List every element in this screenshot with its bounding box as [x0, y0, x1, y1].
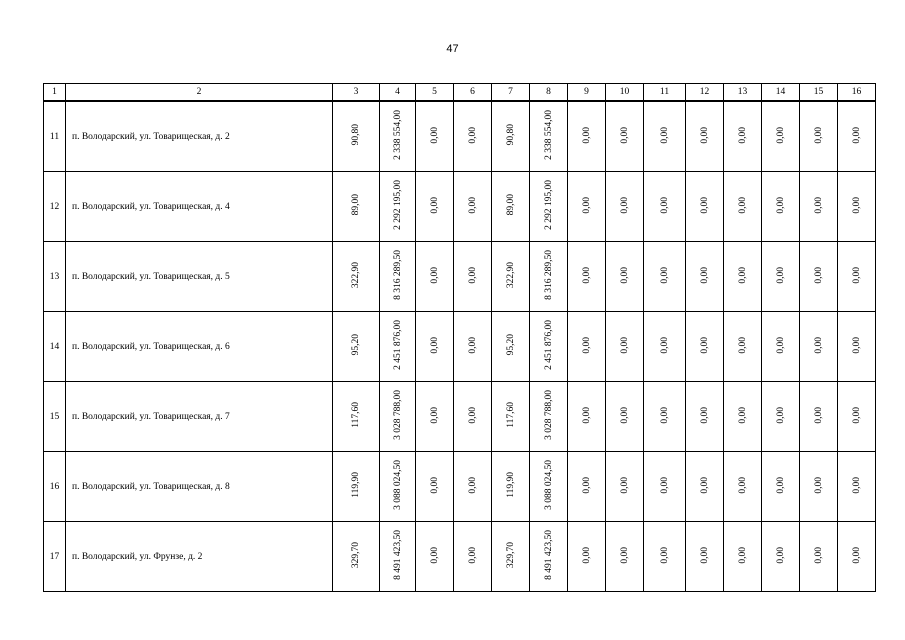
cell-value: 0,00 [619, 336, 630, 354]
column-header: 9 [568, 84, 606, 102]
value-cell [530, 101, 568, 172]
column-header: 10 [606, 84, 644, 102]
cell-value: 0,00 [813, 476, 824, 494]
column-header: 5 [416, 84, 454, 102]
column-header: 12 [686, 84, 724, 102]
cell-value: 0,00 [429, 196, 440, 214]
value-cell [606, 312, 644, 382]
value-cell [568, 522, 606, 592]
cell-value: 0,00 [813, 126, 824, 144]
cell-value: 0,00 [467, 336, 478, 354]
value-cell [762, 242, 800, 312]
row-number-cell: 14 [44, 312, 66, 382]
cell-value: 0,00 [581, 266, 592, 284]
cell-value: 0,00 [737, 476, 748, 494]
cell-value: 0,00 [699, 336, 710, 354]
value-cell [762, 101, 800, 172]
cell-value: 0,00 [619, 406, 630, 424]
cell-value: 0,00 [467, 476, 478, 494]
value-cell [838, 242, 876, 312]
cell-value: 2 292 195,00 [392, 180, 403, 230]
value-cell [416, 101, 454, 172]
value-cell [800, 382, 838, 452]
value-cell [416, 172, 454, 242]
value-cell [838, 522, 876, 592]
cell-value: 0,00 [775, 476, 786, 494]
value-cell [454, 452, 492, 522]
column-header: 4 [380, 84, 416, 102]
value-cell [492, 101, 530, 172]
cell-value: 117,60 [505, 402, 516, 428]
cell-value: 0,00 [619, 126, 630, 144]
cell-value: 90,80 [351, 124, 361, 146]
cell-value: 0,00 [581, 126, 592, 144]
cell-value: 0,00 [699, 126, 710, 144]
cell-value: 0,00 [699, 546, 710, 564]
value-cell [724, 101, 762, 172]
cell-value: 0,00 [619, 266, 630, 284]
cell-value: 119,90 [351, 472, 361, 498]
cell-value: 0,00 [737, 546, 748, 564]
value-cell [644, 172, 686, 242]
cell-value: 0,00 [659, 266, 670, 284]
cell-value: 0,00 [775, 126, 786, 144]
cell-value: 89,00 [505, 194, 516, 216]
cell-value: 2 338 554,00 [543, 110, 554, 160]
value-cell [724, 452, 762, 522]
cell-value: 0,00 [813, 196, 824, 214]
cell-value: 322,90 [351, 261, 361, 289]
cell-value: 0,00 [429, 266, 440, 284]
cell-value: 0,00 [851, 126, 862, 144]
value-cell [644, 522, 686, 592]
cell-value: 3 028 788,00 [392, 390, 403, 440]
value-cell [762, 312, 800, 382]
cell-value: 0,00 [699, 406, 710, 424]
cell-value: 2 451 876,00 [392, 320, 403, 370]
table-row [44, 382, 876, 452]
value-cell [838, 382, 876, 452]
value-cell [686, 452, 724, 522]
value-cell [800, 101, 838, 172]
value-cell [568, 242, 606, 312]
value-cell [380, 172, 416, 242]
value-cell [333, 382, 380, 452]
value-cell [606, 172, 644, 242]
value-cell [380, 101, 416, 172]
value-cell [724, 172, 762, 242]
header-row [44, 84, 876, 102]
value-cell [530, 452, 568, 522]
cell-value: 0,00 [659, 196, 670, 214]
value-cell [644, 242, 686, 312]
cell-value: 95,20 [351, 334, 361, 356]
cell-value: 0,00 [737, 266, 748, 284]
table-row [44, 312, 876, 382]
value-cell [724, 242, 762, 312]
value-cell [454, 242, 492, 312]
cell-value: 0,00 [429, 476, 440, 494]
value-cell [686, 172, 724, 242]
cell-value: 0,00 [659, 476, 670, 494]
value-cell [724, 522, 762, 592]
cell-value: 0,00 [737, 196, 748, 214]
value-cell [568, 382, 606, 452]
cell-value: 0,00 [619, 546, 630, 564]
cell-value: 90,80 [505, 124, 516, 146]
table-row [44, 172, 876, 242]
cell-value: 0,00 [659, 546, 670, 564]
value-cell [762, 522, 800, 592]
cell-value: 0,00 [851, 476, 862, 494]
cell-value: 3 028 788,00 [543, 390, 554, 440]
value-cell [686, 242, 724, 312]
cell-value: 0,00 [581, 406, 592, 424]
value-cell [530, 172, 568, 242]
cell-value: 0,00 [775, 406, 786, 424]
cell-value: 3 088 024,50 [543, 460, 554, 510]
value-cell [530, 242, 568, 312]
cell-value: 8 316 289,50 [543, 250, 554, 300]
row-number-cell: 11 [44, 101, 66, 172]
value-cell [568, 312, 606, 382]
cell-value: 8 316 289,50 [392, 250, 403, 300]
cell-value: 0,00 [813, 546, 824, 564]
value-cell [333, 242, 380, 312]
cell-value: 0,00 [467, 126, 478, 144]
cell-value: 8 491 423,50 [543, 530, 554, 580]
cell-value: 0,00 [619, 196, 630, 214]
cell-value: 8 491 423,50 [392, 530, 403, 580]
value-cell [333, 522, 380, 592]
cell-value: 2 338 554,00 [392, 110, 403, 160]
page-number: 47 [446, 43, 459, 55]
cell-value: 0,00 [737, 126, 748, 144]
cell-value: 0,00 [659, 406, 670, 424]
value-cell [380, 452, 416, 522]
table-row [44, 522, 876, 592]
cell-value: 0,00 [775, 546, 786, 564]
cell-value: 0,00 [775, 266, 786, 284]
cell-value: 329,70 [505, 541, 516, 569]
address-cell: п. Володарский, ул. Товарищеская, д. 6 [66, 312, 333, 382]
value-cell [838, 312, 876, 382]
value-cell [416, 452, 454, 522]
value-cell [333, 312, 380, 382]
cell-value: 0,00 [813, 406, 824, 424]
value-cell [454, 312, 492, 382]
value-cell [380, 522, 416, 592]
value-cell [380, 242, 416, 312]
cell-value: 322,90 [505, 261, 516, 289]
column-header: 3 [333, 84, 380, 102]
table-body [44, 101, 876, 592]
data-table [43, 83, 876, 592]
value-cell [762, 172, 800, 242]
value-cell [800, 522, 838, 592]
cell-value: 0,00 [775, 336, 786, 354]
cell-value: 2 451 876,00 [543, 320, 554, 370]
value-cell [606, 101, 644, 172]
column-header: 16 [838, 84, 876, 102]
value-cell [762, 382, 800, 452]
cell-value: 0,00 [581, 476, 592, 494]
value-cell [838, 101, 876, 172]
cell-value: 0,00 [581, 196, 592, 214]
table-row [44, 101, 876, 172]
cell-value: 2 292 195,00 [543, 180, 554, 230]
cell-value: 0,00 [619, 476, 630, 494]
value-cell [380, 382, 416, 452]
column-header: 6 [454, 84, 492, 102]
cell-value: 0,00 [467, 546, 478, 564]
cell-value: 0,00 [467, 196, 478, 214]
value-cell [492, 382, 530, 452]
address-cell: п. Володарский, ул. Товарищеская, д. 5 [66, 242, 333, 312]
cell-value: 0,00 [467, 266, 478, 284]
value-cell [800, 312, 838, 382]
value-cell [454, 101, 492, 172]
column-header: 8 [530, 84, 568, 102]
cell-value: 0,00 [581, 336, 592, 354]
cell-value: 0,00 [851, 546, 862, 564]
cell-value: 329,70 [351, 541, 361, 569]
value-cell [333, 101, 380, 172]
column-header: 2 [66, 84, 333, 102]
value-cell [454, 382, 492, 452]
value-cell [686, 312, 724, 382]
value-cell [724, 312, 762, 382]
value-cell [454, 522, 492, 592]
value-cell [416, 312, 454, 382]
value-cell [492, 242, 530, 312]
value-cell [416, 382, 454, 452]
value-cell [568, 452, 606, 522]
cell-value: 0,00 [659, 126, 670, 144]
value-cell [644, 101, 686, 172]
table-row [44, 242, 876, 312]
address-cell: п. Володарский, ул. Фрунзе, д. 2 [66, 522, 333, 592]
address-cell: п. Володарский, ул. Товарищеская, д. 2 [66, 101, 333, 172]
cell-value: 0,00 [737, 406, 748, 424]
value-cell [454, 172, 492, 242]
value-cell [606, 522, 644, 592]
row-number-cell: 15 [44, 382, 66, 452]
cell-value: 0,00 [699, 476, 710, 494]
cell-value: 119,90 [505, 472, 516, 498]
value-cell [492, 172, 530, 242]
value-cell [416, 242, 454, 312]
value-cell [606, 452, 644, 522]
cell-value: 117,60 [351, 402, 361, 428]
value-cell [606, 242, 644, 312]
cell-value: 0,00 [775, 196, 786, 214]
address-cell: п. Володарский, ул. Товарищеская, д. 8 [66, 452, 333, 522]
value-cell [333, 452, 380, 522]
table-header [44, 84, 876, 102]
cell-value: 3 088 024,50 [392, 460, 403, 510]
cell-value: 0,00 [699, 266, 710, 284]
value-cell [492, 312, 530, 382]
row-number-cell: 16 [44, 452, 66, 522]
value-cell [644, 452, 686, 522]
row-number-cell: 12 [44, 172, 66, 242]
value-cell [333, 172, 380, 242]
cell-value: 0,00 [813, 336, 824, 354]
cell-value: 95,20 [505, 334, 516, 356]
cell-value: 0,00 [467, 406, 478, 424]
cell-value: 0,00 [429, 406, 440, 424]
address-cell: п. Володарский, ул. Товарищеская, д. 7 [66, 382, 333, 452]
column-header: 13 [724, 84, 762, 102]
column-header: 7 [492, 84, 530, 102]
row-number-cell: 13 [44, 242, 66, 312]
cell-value: 0,00 [429, 126, 440, 144]
cell-value: 0,00 [659, 336, 670, 354]
cell-value: 89,00 [351, 194, 361, 216]
cell-value: 0,00 [851, 336, 862, 354]
cell-value: 0,00 [851, 406, 862, 424]
address-cell: п. Володарский, ул. Товарищеская, д. 4 [66, 172, 333, 242]
value-cell [530, 312, 568, 382]
value-cell [686, 522, 724, 592]
table-row [44, 452, 876, 522]
cell-value: 0,00 [737, 336, 748, 354]
value-cell [686, 382, 724, 452]
value-cell [800, 242, 838, 312]
value-cell [644, 382, 686, 452]
value-cell [530, 382, 568, 452]
column-header: 1 [44, 84, 66, 102]
cell-value: 0,00 [699, 196, 710, 214]
value-cell [606, 382, 644, 452]
value-cell [568, 101, 606, 172]
value-cell [492, 452, 530, 522]
cell-value: 0,00 [851, 266, 862, 284]
column-header: 11 [644, 84, 686, 102]
cell-value: 0,00 [851, 196, 862, 214]
value-cell [800, 172, 838, 242]
value-cell [800, 452, 838, 522]
value-cell [838, 452, 876, 522]
value-cell [686, 101, 724, 172]
value-cell [530, 522, 568, 592]
value-cell [644, 312, 686, 382]
column-header: 15 [800, 84, 838, 102]
value-cell [724, 382, 762, 452]
cell-value: 0,00 [813, 266, 824, 284]
value-cell [838, 172, 876, 242]
column-header: 14 [762, 84, 800, 102]
cell-value: 0,00 [581, 546, 592, 564]
value-cell [416, 522, 454, 592]
value-cell [380, 312, 416, 382]
value-cell [762, 452, 800, 522]
cell-value: 0,00 [429, 546, 440, 564]
value-cell [568, 172, 606, 242]
value-cell [492, 522, 530, 592]
row-number-cell: 17 [44, 522, 66, 592]
cell-value: 0,00 [429, 336, 440, 354]
